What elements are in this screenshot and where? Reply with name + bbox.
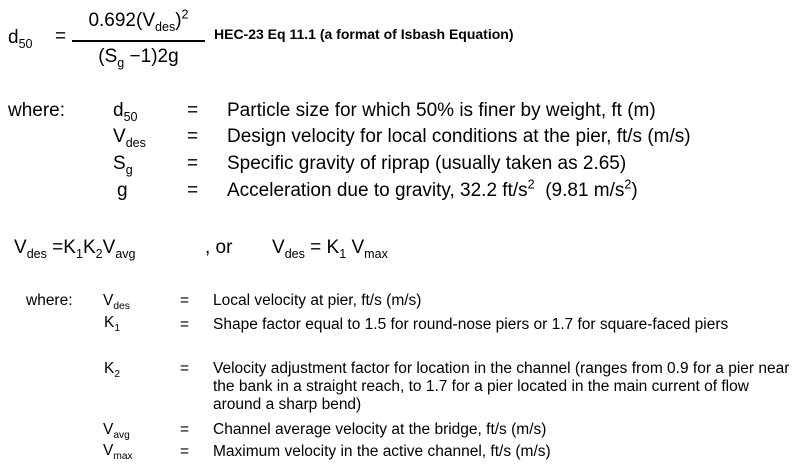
definition-k1: Shape factor equal to 1.5 for round-nose piers or 1.7 for square-faced piers (213, 316, 729, 333)
eq1-lhs: $d_{50}$ (8, 27, 33, 51)
symbol-k1: $K_1$ (104, 314, 121, 335)
equals-sign: = (180, 292, 190, 309)
where-label-1: where: (8, 100, 66, 121)
equation-label: HEC-23 Eq 11.1 (a format of Isbash Equation) (214, 26, 514, 42)
definition-vdes: Design velocity for local conditions at the pier, ft/s (m/s) (227, 126, 691, 147)
eq2-or: , or (205, 237, 233, 258)
eq2-right: $V_{des} = K_1$ $V_{max}$ (272, 237, 388, 261)
eq1-equals: = (55, 26, 67, 47)
eq2-left: $V_{des} =K_1K_2V_{avg}$ (14, 237, 136, 261)
definition-k2: Velocity adjustment factor for location in the channel (ranges from 0.9 for a pier near the bank in a straight reach, to 1.7 for a pier located in the main current of flow around a sharp bend) (213, 360, 790, 413)
definition-vdes-2: Local velocity at pier, ft/s (m/s) (213, 292, 422, 309)
where-label-2: where: (26, 292, 73, 309)
symbol-g: g (117, 180, 128, 201)
definition-vavg: Channel average velocity at the bridge, ft/s (m/s) (213, 421, 547, 438)
definition-vmax: Maximum velocity in the active channel, ft/s (m/s) (213, 443, 551, 460)
equals-sign: = (187, 180, 199, 201)
symbol-vmax: $V_{max}$ (103, 442, 133, 463)
equals-sign: = (187, 126, 199, 147)
equals-sign: = (180, 443, 190, 460)
eq1-denominator: $(S_g -1)2g$ (98, 46, 179, 70)
symbol-sg: $S_g$ (113, 153, 133, 177)
fraction-bar (72, 40, 205, 42)
equals-sign: = (180, 316, 190, 333)
symbol-vavg: $V_{avg}$ (103, 421, 130, 442)
symbol-d50: $d_{50}$ (113, 100, 138, 124)
eq1-numerator: $0.692(V_{des})^2$ (88, 7, 189, 34)
symbol-vdes-2: $V_{des}$ (103, 292, 130, 313)
symbol-k2: $K_2$ (104, 360, 121, 381)
equals-sign: = (180, 421, 190, 438)
symbol-vdes: $V_{des}$ (113, 126, 146, 150)
equals-sign: = (187, 153, 199, 174)
definition-sg: Specific gravity of riprap (usually taken as 2.65) (227, 153, 627, 174)
equals-sign: = (187, 100, 199, 121)
definition-g: Acceleration due to gravity, 32.2 $ft/s^2$ (9.81 $m/s^2$) (227, 177, 638, 201)
equals-sign: = (180, 360, 190, 377)
definition-d50: Particle size for which 50% is finer by weight, ft (m) (227, 100, 656, 121)
